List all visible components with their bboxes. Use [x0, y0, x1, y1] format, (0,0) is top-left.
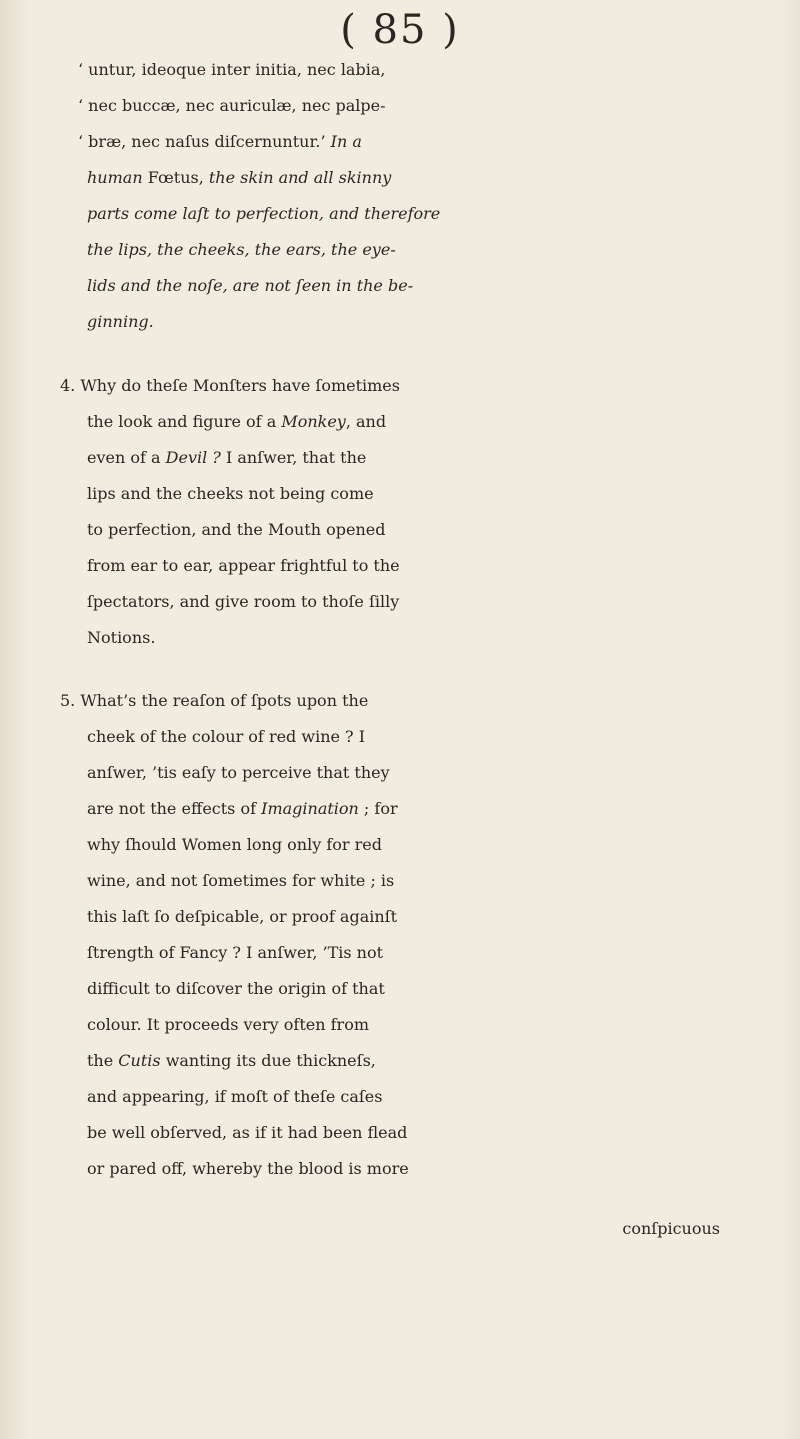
text-run: ‘ untur, ideoque inter initia, nec labia, — [78, 60, 386, 79]
text-line — [60, 943, 740, 979]
text-run: even of a — [87, 448, 166, 467]
text-line — [60, 691, 740, 727]
text-line — [60, 1087, 740, 1123]
text-line — [60, 1123, 740, 1159]
paragraph-question-5 — [60, 691, 740, 1195]
page-number: ( 85 ) — [340, 7, 460, 53]
text-line — [60, 907, 740, 943]
text-run: colour. It proceeds very often from — [87, 1015, 370, 1034]
text-run: the — [87, 1051, 119, 1070]
italic-run: Monkey — [281, 412, 346, 431]
paragraph-continued-quote — [60, 60, 740, 348]
italic-run: Devil ? — [165, 448, 221, 467]
italic-run: the skin and all skinny — [208, 168, 392, 187]
text-run: and appearing, if moſt of theſe caſes — [87, 1087, 383, 1106]
catchword-line — [60, 1219, 740, 1255]
italic-run: human — [87, 168, 143, 187]
text-run: or pared off, whereby the blood is more — [87, 1159, 409, 1178]
text-line — [60, 556, 740, 592]
text-run: 4. Why do theſe Monſters have ſometimes — [60, 376, 400, 395]
text-run: wine, and not ſometimes for white ; is — [87, 871, 395, 890]
text-line — [60, 592, 740, 628]
text-line — [60, 1159, 740, 1195]
italic-run: Cutis — [118, 1051, 161, 1070]
text-run: cheek of the colour of red wine ? I — [87, 727, 366, 746]
italic-run: the lips, the cheeks, the ears, the eye- — [87, 240, 396, 259]
text-line — [60, 763, 740, 799]
text-line — [60, 871, 740, 907]
text-run: ‘ bræ, nec naſus diſcernuntur.’ — [78, 132, 331, 151]
text-line — [60, 204, 740, 240]
text-run: anſwer, ’tis eaſy to perceive that they — [87, 763, 390, 782]
text-run: ‘ nec buccæ, nec auriculæ, nec palpe- — [78, 96, 386, 115]
text-line — [60, 412, 740, 448]
text-line — [60, 979, 740, 1015]
text-line — [60, 276, 740, 312]
text-run: ſpectators, and give room to thoſe ſilly — [87, 592, 400, 611]
text-line — [60, 799, 740, 835]
text-line — [60, 628, 740, 664]
text-line — [60, 727, 740, 763]
text-run: ſtrength of Fancy ? I anſwer, ’Tis not — [87, 943, 384, 962]
text-line — [60, 448, 740, 484]
text-run: why ſhould Women long only for red — [87, 835, 382, 854]
text-line — [60, 1051, 740, 1087]
text-run: from ear to ear, appear frightful to the — [87, 556, 400, 575]
text-line — [60, 96, 740, 132]
text-run: ; for — [358, 799, 398, 818]
text-run: , and — [345, 412, 387, 431]
text-run: to perfection, and the Mouth opened — [87, 520, 386, 539]
italic-run: In a — [330, 132, 362, 151]
italic-run: lids and the noſe, are not ſeen in the be- — [87, 276, 414, 295]
text-line — [60, 60, 740, 96]
text-line — [60, 835, 740, 871]
text-run: 5. What’s the reaſon of ſpots upon the — [60, 691, 369, 710]
text-run: the look and figure of a — [87, 412, 282, 431]
text-run: difficult to diſcover the origin of that — [87, 979, 385, 998]
text-run: wanting its due thickneſs, — [160, 1051, 376, 1070]
text-run: I anſwer, that the — [220, 448, 367, 467]
text-line — [60, 168, 740, 204]
text-line — [60, 520, 740, 556]
paragraph-question-4 — [60, 376, 740, 664]
text-line — [60, 240, 740, 276]
text-run: be well obſerved, as if it had been flead — [87, 1123, 408, 1142]
text-line — [60, 1015, 740, 1051]
text-line — [60, 312, 740, 348]
italic-run: Imagination — [261, 799, 359, 818]
catchword: conſpicuous — [622, 1219, 720, 1238]
italic-run: parts come laſt to perfection, and therefore — [87, 204, 441, 223]
text-run: Notions. — [87, 628, 156, 647]
text-run: Fœtus, — [142, 168, 209, 187]
text-line — [60, 484, 740, 520]
text-run: are not the effects of — [87, 799, 262, 818]
text-line — [60, 376, 740, 412]
text-run: lips and the cheeks not being come — [87, 484, 374, 503]
text-run: this laſt ſo deſpicable, or proof againſt — [87, 907, 397, 926]
italic-run: ginning. — [87, 312, 154, 331]
text-line — [60, 132, 740, 168]
